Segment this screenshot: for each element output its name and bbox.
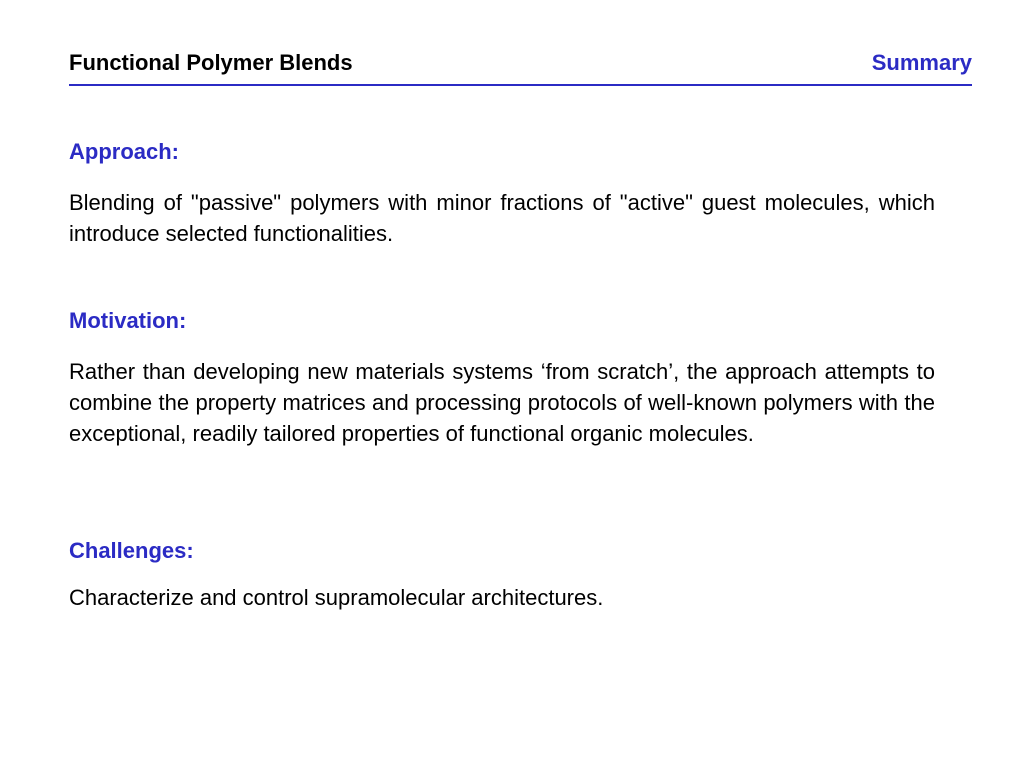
header-divider xyxy=(69,84,972,86)
challenges-heading: Challenges: xyxy=(69,538,194,563)
motivation-heading: Motivation: xyxy=(69,308,187,333)
motivation-body: Rather than developing new materials systems ‘from scratch’, the approach attempts to combine the property matrices and processing protocols of well-known polymers with the exceptional, readily tailored properties of functional organic molecules. xyxy=(69,359,935,446)
approach-heading: Approach: xyxy=(69,139,179,164)
section-label: Summary xyxy=(871,50,972,75)
challenges-body: Characterize and control supramolecular architectures. xyxy=(69,585,604,610)
slide-title: Functional Polymer Blends xyxy=(69,50,353,75)
slide-header xyxy=(69,50,972,78)
approach-body: Blending of "passive" polymers with minor fractions of "active" guest molecules, which introduce selected functionalities. xyxy=(69,190,935,246)
